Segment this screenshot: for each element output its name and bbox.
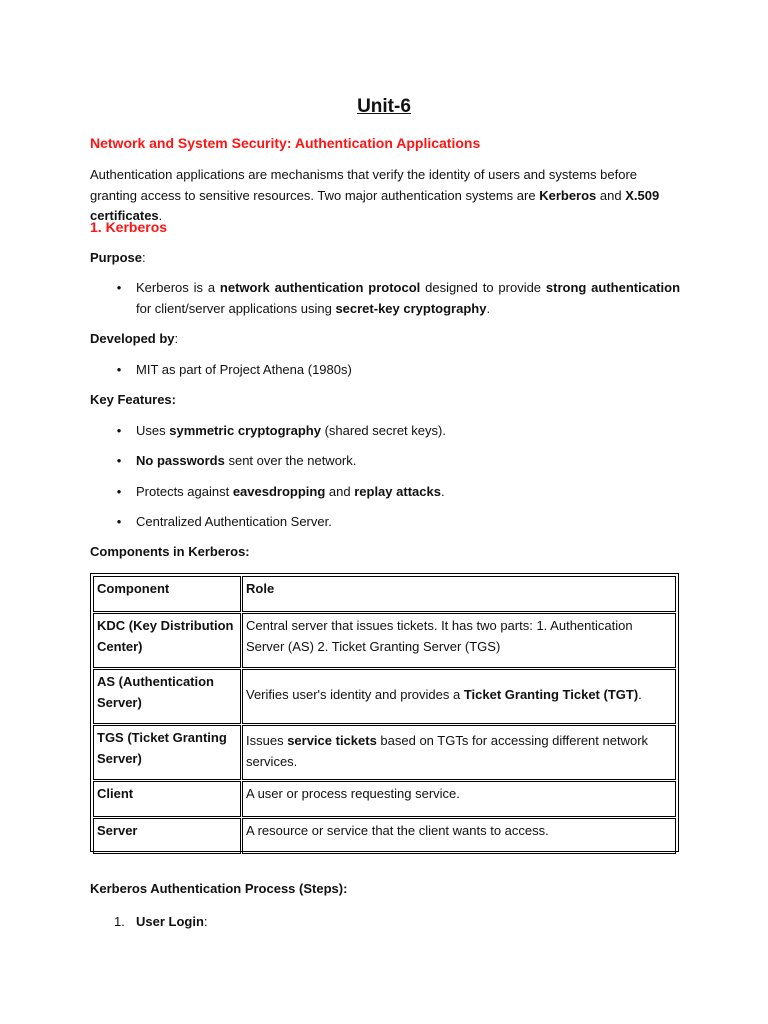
key-features-label: Key Features:: [90, 392, 176, 407]
table-row: [93, 725, 676, 780]
components-label: Components in Kerberos:: [90, 544, 250, 559]
table-header-cell: Component: [93, 576, 241, 612]
components-table: [90, 573, 679, 852]
table-header-cell: Role: [242, 576, 676, 612]
feature-item: No passwords sent over the network.: [136, 453, 357, 468]
developed-by-bullet: MIT as part of Project Athena (1980s): [136, 362, 352, 377]
process-label: Kerberos Authentication Process (Steps):: [90, 881, 348, 896]
role-cell: A resource or service that the client wants to access.: [242, 818, 676, 854]
table-header-row: [93, 576, 676, 612]
bullet-icon: •: [116, 362, 122, 377]
role-cell: Issues service tickets based on TGTs for accessing different network services.: [242, 725, 676, 780]
kerberos-heading: 1. Kerberos: [90, 219, 168, 235]
page-title: Unit-6: [357, 96, 411, 117]
table-row: [93, 781, 676, 817]
table-row: [93, 669, 676, 724]
step-item: User Login:: [136, 914, 208, 929]
section-heading: Network and System Security: Authentication Applications: [90, 135, 481, 151]
table-row: [93, 613, 676, 668]
bullet-icon: •: [116, 453, 122, 468]
role-cell: Verifies user's identity and provides a Ticket Granting Ticket (TGT).: [242, 669, 676, 724]
purpose-label: Purpose:: [90, 250, 146, 265]
feature-item: Protects against eavesdropping and replay attacks.: [136, 484, 445, 499]
component-cell: AS (Authentication Server): [93, 669, 241, 724]
feature-item: Uses symmetric cryptography (shared secret keys).: [136, 423, 446, 438]
feature-item: Centralized Authentication Server.: [136, 514, 332, 529]
role-cell: A user or process requesting service.: [242, 781, 676, 817]
component-cell: TGS (Ticket Granting Server): [93, 725, 241, 780]
developed-by-label: Developed by:: [90, 331, 179, 346]
step-number: 1.: [114, 914, 125, 929]
bullet-icon: •: [116, 423, 122, 438]
bullet-icon: •: [116, 484, 122, 499]
table-row: [93, 818, 676, 854]
bullet-icon: •: [116, 280, 122, 295]
bullet-icon: •: [116, 514, 122, 529]
role-cell: Central server that issues tickets. It has two parts: 1. Authentication Server (AS) 2. Ticket Granting Server (TGS): [242, 613, 676, 668]
intro-paragraph: Authentication applications are mechanisms that verify the identity of users and systems before granting access to sensitive resources. Two major authentication systems are Kerberos and X.509 certificates.: [90, 167, 660, 223]
component-cell: Server: [93, 818, 241, 854]
component-cell: KDC (Key Distribution Center): [93, 613, 241, 668]
purpose-bullet: Kerberos is a network authentication protocol designed to provide strong authentication for client/server applications using secret-key cryptography.: [136, 280, 681, 316]
component-cell: Client: [93, 781, 241, 817]
components-table-grid: [92, 575, 677, 855]
